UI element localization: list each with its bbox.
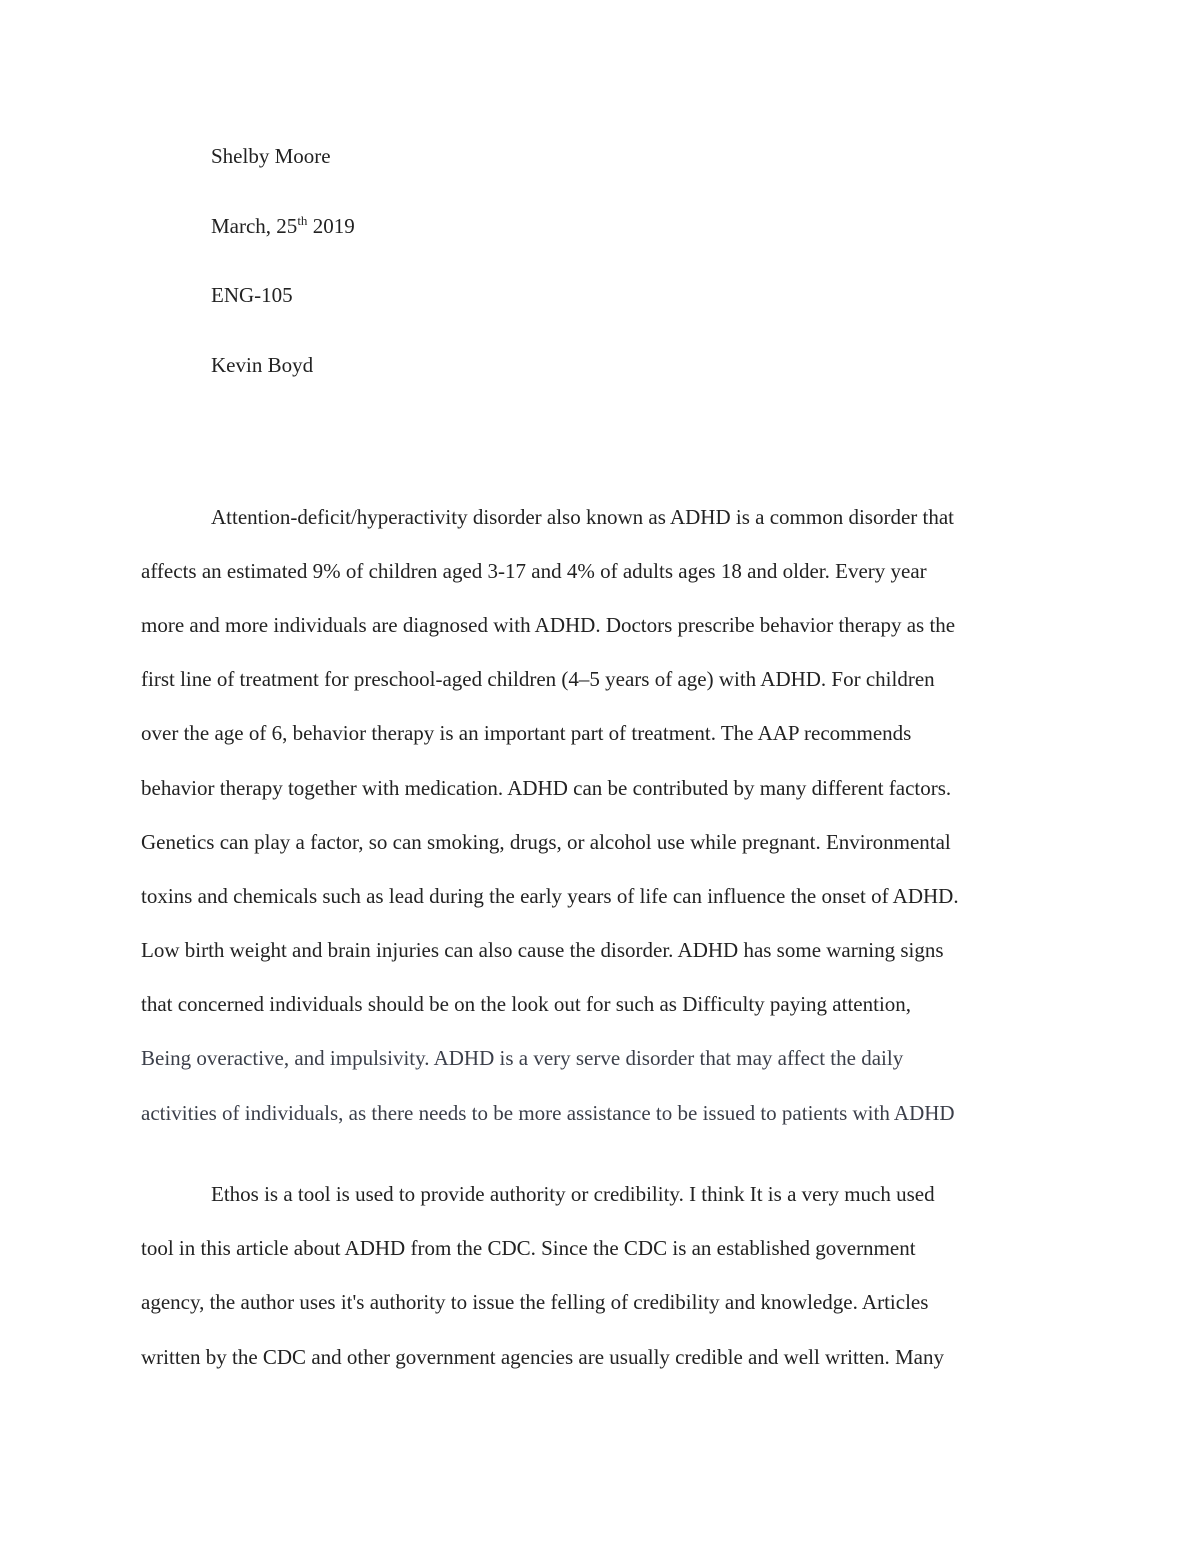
paragraph1-line: Low birth weight and brain injuries can also cause the disorder. ADHD has some warning signs: [141, 938, 944, 962]
author-name: Shelby Moore: [211, 144, 331, 168]
date-year: 2019: [307, 214, 355, 238]
paragraph1-line: behavior therapy together with medication. ADHD can be contributed by many different factors.: [141, 776, 952, 800]
paragraph1-line: more and more individuals are diagnosed with ADHD. Doctors prescribe behavior therapy as the: [141, 613, 956, 637]
date-prefix: March, 25: [211, 214, 298, 238]
paragraph1-line: that concerned individuals should be on the look out for such as Difficulty paying attention,: [141, 992, 912, 1016]
date-ordinal-suffix: th: [297, 213, 308, 228]
paragraph1-line: Attention-deficit/hyperactivity disorder also known as ADHD is a common disorder that: [211, 505, 955, 529]
paragraph1-line: toxins and chemicals such as lead during the early years of life can influence the onset of ADHD.: [141, 884, 959, 908]
paragraph1-line: first line of treatment for preschool-aged children (4–5 years of age) with ADHD. For children: [141, 667, 935, 691]
paragraph1-line: Genetics can play a factor, so can smoking, drugs, or alcohol use while pregnant. Environmental: [141, 830, 951, 854]
paragraph1-line: affects an estimated 9% of children aged 3-17 and 4% of adults ages 18 and older. Every year: [141, 559, 927, 583]
paragraph2-line: agency, the author uses it's authority to issue the felling of credibility and knowledge. Articles: [141, 1290, 929, 1314]
paragraph2-line: written by the CDC and other government agencies are usually credible and well written. Many: [141, 1345, 945, 1369]
paragraph1-line: activities of individuals, as there needs to be more assistance to be issued to patients with ADHD: [141, 1101, 955, 1125]
paragraph1-line: over the age of 6, behavior therapy is an important part of treatment. The AAP recommends: [141, 721, 912, 745]
course-code: ENG-105: [211, 283, 293, 307]
date-line: [211, 213, 355, 242]
paragraph2-line: tool in this article about ADHD from the CDC. Since the CDC is an established government: [141, 1236, 916, 1260]
paragraph2-line: Ethos is a tool is used to provide authority or credibility. I think It is a very much used: [211, 1182, 935, 1206]
instructor-name: Kevin Boyd: [211, 353, 314, 377]
paragraph1-line: Being overactive, and impulsivity. ADHD is a very serve disorder that may affect the daily: [141, 1046, 904, 1070]
